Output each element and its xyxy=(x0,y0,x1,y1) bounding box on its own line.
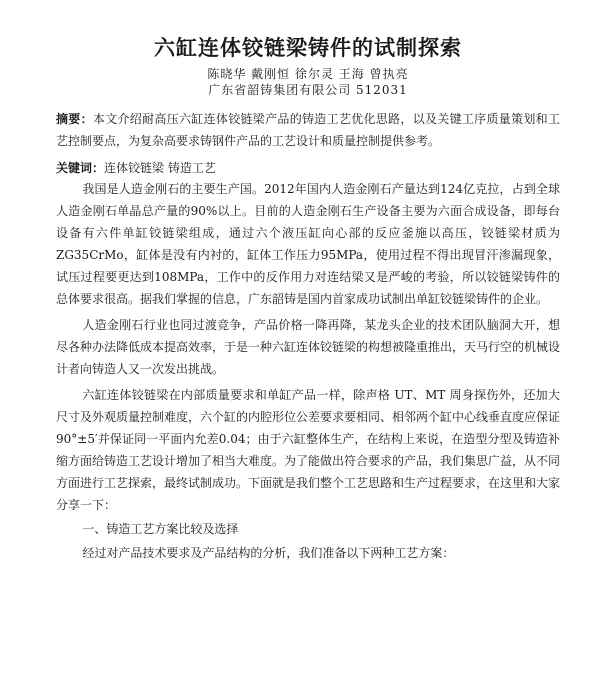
abstract-label: 摘要： xyxy=(56,112,93,126)
keywords-label: 关键词： xyxy=(56,161,105,175)
body-text xyxy=(56,178,560,516)
body-paragraph: 我国是人造金刚石的主要生产国。2012年国内人造金刚石产量达到124亿克拉，占到全球人造金刚石单晶总产量的90%以上。目前的人造金刚石生产设备主要为六面合成设备，即每台设备有六件单缸铰链梁组成，通过六个液压缸向心部的反应釜施以高压，铰链梁材质为ZG35CrMo，缸体是没有内衬的，缸体工作压力95MPa，使用过程不得出现冒汗渗漏现象，试压过程要更达到108MPa，工作中的反作用力对连结梁又是严峻的考验，所以铰链梁铸件的总体要求很高。据我们掌握的信息，广东韶铸是国内首家成功试制出单缸铰链梁铸件的企业。 xyxy=(56,182,560,306)
author-list: 陈晓华 戴刚恒 徐尔灵 王海 曾执亮 xyxy=(207,67,409,81)
body-paragraph: 经过对产品技术要求及产品结构的分析，我们准备以下两种工艺方案： xyxy=(82,546,455,560)
paper-title: 六缸连体铰链梁铸件的试制探索 xyxy=(154,36,462,60)
affiliation: 广东省韶铸集团有限公司 512031 xyxy=(208,83,408,97)
body-paragraph: 六缸连体铰链梁在内部质量要求和单缸产品一样，除声格 UT、MT 周身探伤外，还加大尺寸及外观质量控制难度，六个缸的内腔形位公差要求要相同、相邻两个缸中心线垂直度应保证90°±5′并保证同一平面内允差0.04；由于六缸整体生产，在结构上来说，在造型分型及铸造补缩方面给铸造工艺设计增加了相当大难度。为了能做出符合要求的产品，我们集思广益，从不同方面进行工艺探索，最终试制成功。下面就是我们整个工艺思路和生产过程要求，在这里和大家分享一下： xyxy=(56,388,561,512)
abstract-text: 本文介绍耐高压六缸连体铰链梁产品的铸造工艺优化思路，以及关键工序质量策划和工艺控制要点，为复杂高要求铸钢件产品的工艺设计和质量控制提供参考。 xyxy=(56,112,560,148)
abstract xyxy=(56,108,560,152)
body-paragraph: 人造金刚石行业也同过渡竞争，产品价格一降再降，某龙头企业的技术团队脑洞大开，想尽各种办法降低成本提高效率，于是一种六缸连体铰链梁的构想被隆重推出，天马行空的机械设计者向铸造人又一次发出挑战。 xyxy=(56,318,561,376)
keywords xyxy=(56,158,560,178)
keywords-text: 连体铰链梁 铸造工艺 xyxy=(104,161,216,175)
section-heading: 一、铸造工艺方案比较及选择 xyxy=(82,522,239,536)
